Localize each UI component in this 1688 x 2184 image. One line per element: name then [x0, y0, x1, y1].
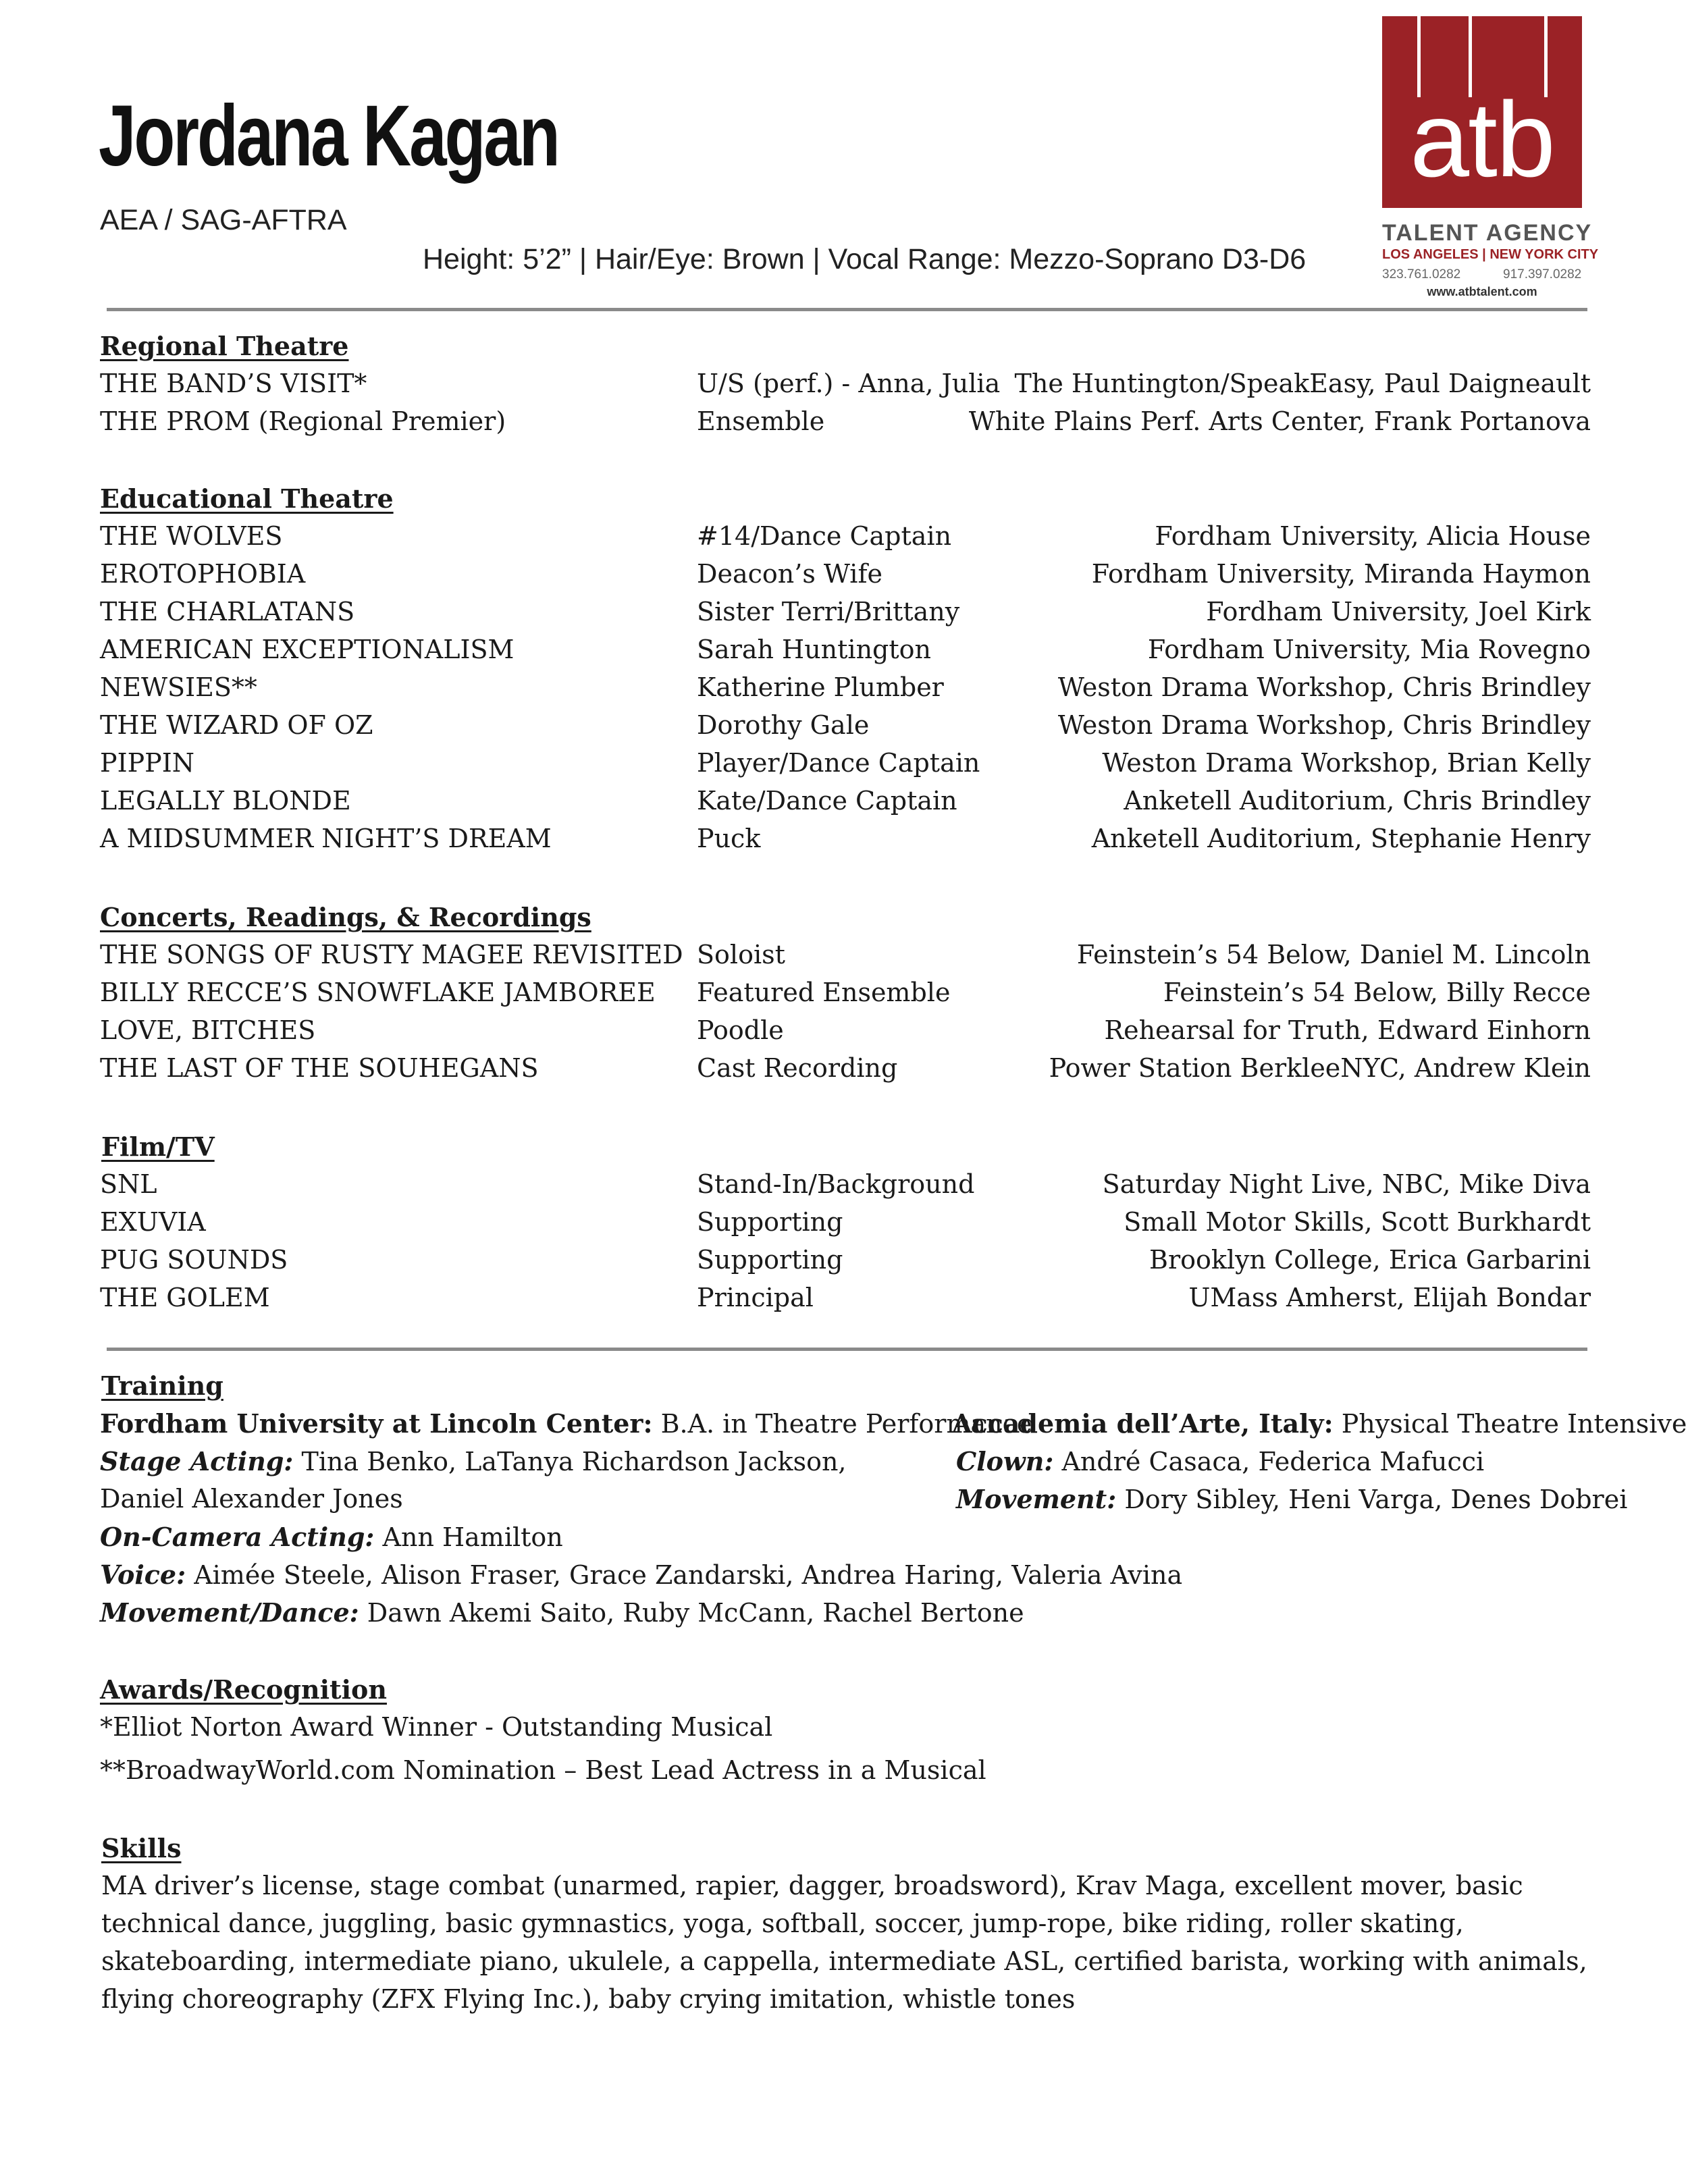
venue-director: Feinstein’s 54 Below, Billy Recce: [1163, 978, 1591, 1007]
show-title: BILLY RECCE’S SNOWFLAKE JAMBOREE: [100, 978, 656, 1007]
credit-row: [0, 369, 1688, 406]
regional-heading: Regional Theatre: [100, 331, 349, 361]
skills-heading: Skills: [101, 1833, 182, 1863]
training-school-line: [100, 1408, 1032, 1439]
role: Deacon’s Wife: [697, 559, 882, 589]
credit-row: [0, 748, 1688, 786]
union-affiliations: AEA / SAG-AFTRA: [100, 204, 347, 236]
skills-text: MA driver’s license, stage combat (unarmed, rapier, dagger, broadsword), Krav Maga, excellent mover, basic technical dance, juggling, basic gymnastics, yoga, softball, soccer, jump-rope, bike riding, roller skating, skateboarding, intermediate piano, ukulele, a cappella, intermediate ASL, certified barista, working with animals, flying choreography (ZFX Flying Inc.), baby crying imitation, whistle tones: [101, 1871, 1587, 2014]
credit-row: [0, 1015, 1688, 1053]
credit-row: [0, 521, 1688, 559]
logo-mark: atb: [1410, 80, 1554, 199]
credit-row: [0, 406, 1688, 444]
logo-agency-label: TALENT AGENCY: [1382, 220, 1593, 246]
show-title: LEGALLY BLONDE: [100, 786, 351, 816]
training-stage-value: Tina Benko, LaTanya Richardson Jackson,: [293, 1447, 847, 1476]
show-title: THE WIZARD OF OZ: [100, 710, 373, 740]
training-accademia-value: Physical Theatre Intensive: [1333, 1409, 1687, 1439]
role: U/S (perf.) - Anna, Julia: [697, 369, 1001, 398]
venue-director: White Plains Perf. Arts Center, Frank Portanova: [968, 406, 1591, 436]
show-title: PIPPIN: [100, 748, 194, 778]
venue-director: Small Motor Skills, Scott Burkhardt: [1124, 1207, 1591, 1237]
training-voice-value: Aimée Steele, Alison Fraser, Grace Zandarski, Andrea Haring, Valeria Avina: [186, 1560, 1183, 1590]
training-right-movement-value: Dory Sibley, Heni Varga, Denes Dobrei: [1116, 1485, 1628, 1514]
show-title: EROTOPHOBIA: [100, 559, 306, 589]
venue-director: Weston Drama Workshop, Chris Brindley: [1057, 672, 1591, 702]
role: #14/Dance Captain: [697, 521, 952, 551]
credit-row: [0, 710, 1688, 748]
training-accademia-label: Accademia dell’Arte, Italy:: [952, 1408, 1334, 1439]
role: Dorothy Gale: [697, 710, 870, 740]
training-movement-line: [100, 1597, 1024, 1628]
film-heading: Film/TV: [101, 1131, 215, 1162]
show-title: THE CHARLATANS: [100, 597, 355, 627]
training-stage-label: Stage Acting:: [100, 1446, 294, 1476]
role: Stand-In/Background: [697, 1169, 975, 1199]
training-accademia-line: [952, 1408, 1687, 1439]
show-title: THE GOLEM: [100, 1283, 270, 1312]
logo-phone-la: 323.761.0282: [1382, 267, 1461, 282]
training-movement-label: Movement/Dance:: [100, 1597, 359, 1628]
training-camera-value: Ann Hamilton: [374, 1522, 563, 1552]
venue-director: Fordham University, Miranda Haymon: [1091, 559, 1591, 589]
credit-row: [0, 1169, 1688, 1207]
award-item: *Elliot Norton Award Winner - Outstanding Musical: [100, 1712, 773, 1742]
role: Ensemble: [697, 406, 825, 436]
training-school-label: Fordham University at Lincoln Center:: [100, 1408, 653, 1439]
show-title: SNL: [100, 1169, 157, 1199]
training-voice-line: [100, 1560, 1182, 1590]
award-item: **BroadwayWorld.com Nomination – Best Lead Actress in a Musical: [100, 1755, 986, 1785]
training-voice-label: Voice:: [100, 1560, 186, 1590]
actor-name: Jordana Kagan: [99, 88, 558, 184]
venue-director: Feinstein’s 54 Below, Daniel M. Lincoln: [1076, 940, 1591, 969]
training-right-movement-label: Movement:: [956, 1484, 1117, 1514]
role: Featured Ensemble: [697, 978, 951, 1007]
venue-director: UMass Amherst, Elijah Bondar: [1188, 1283, 1591, 1312]
show-title: THE SONGS OF RUSTY MAGEE REVISITED: [100, 940, 683, 969]
training-movement-value: Dawn Akemi Saito, Ruby McCann, Rachel Bertone: [359, 1598, 1024, 1628]
show-title: THE LAST OF THE SOUHEGANS: [100, 1053, 539, 1083]
venue-director: Fordham University, Joel Kirk: [1206, 597, 1591, 627]
header-divider: [107, 308, 1587, 311]
venue-director: Power Station BerkleeNYC, Andrew Klein: [1049, 1053, 1591, 1083]
credit-row: [0, 597, 1688, 635]
training-school-value: B.A. in Theatre Performance: [652, 1409, 1032, 1439]
show-title: EXUVIA: [100, 1207, 206, 1237]
show-title: THE BAND’S VISIT*: [100, 369, 367, 398]
credit-row: [0, 978, 1688, 1015]
venue-director: The Huntington/SpeakEasy, Paul Daigneault: [1014, 369, 1591, 398]
training-clown-line: [956, 1446, 1484, 1476]
venue-director: Weston Drama Workshop, Brian Kelly: [1102, 748, 1591, 778]
credit-row: [0, 1207, 1688, 1245]
training-camera-label: On-Camera Acting:: [100, 1522, 375, 1552]
credit-row: [0, 786, 1688, 824]
credit-row: [0, 672, 1688, 710]
role: Cast Recording: [697, 1053, 898, 1083]
training-clown-label: Clown:: [956, 1446, 1054, 1476]
role: Soloist: [697, 940, 785, 969]
credit-row: [0, 559, 1688, 597]
training-camera-line: [100, 1522, 563, 1552]
role: Supporting: [697, 1207, 843, 1237]
credit-row: [0, 940, 1688, 978]
show-title: AMERICAN EXCEPTIONALISM: [100, 635, 515, 664]
role: Poodle: [697, 1015, 784, 1045]
role: Player/Dance Captain: [697, 748, 980, 778]
venue-director: Rehearsal for Truth, Edward Einhorn: [1104, 1015, 1591, 1045]
credit-row: [0, 824, 1688, 861]
venue-director: Weston Drama Workshop, Chris Brindley: [1057, 710, 1591, 740]
role: Kate/Dance Captain: [697, 786, 957, 816]
role: Katherine Plumber: [697, 672, 944, 702]
credit-row: [0, 1245, 1688, 1283]
credit-row: [0, 1283, 1688, 1321]
agency-logo: [1382, 16, 1582, 208]
role: Puck: [697, 824, 761, 853]
credit-row: [0, 635, 1688, 672]
training-heading: Training: [101, 1370, 223, 1401]
physical-stats: Height: 5’2” | Hair/Eye: Brown | Vocal Range: Mezzo-Soprano D3-D6: [423, 243, 1307, 275]
training-stage-line: [100, 1446, 847, 1476]
training-clown-value: André Casaca, Federica Mafucci: [1053, 1447, 1485, 1476]
venue-director: Anketell Auditorium, Chris Brindley: [1124, 786, 1591, 816]
venue-director: Fordham University, Mia Rovegno: [1147, 635, 1591, 664]
show-title: NEWSIES**: [100, 672, 257, 702]
show-title: A MIDSUMMER NIGHT’S DREAM: [100, 824, 552, 853]
training-divider: [107, 1348, 1587, 1351]
educational-heading: Educational Theatre: [100, 483, 394, 514]
role: Supporting: [697, 1245, 843, 1275]
show-title: THE WOLVES: [100, 521, 283, 551]
training-right-movement-line: [956, 1484, 1627, 1514]
logo-website: www.atbtalent.com: [1427, 285, 1537, 298]
awards-heading: Awards/Recognition: [100, 1674, 387, 1705]
logo-phone-ny: 917.397.0282: [1503, 267, 1582, 282]
role: Sister Terri/Brittany: [697, 597, 960, 627]
show-title: LOVE, BITCHES: [100, 1015, 316, 1045]
training-stage-line-2: Daniel Alexander Jones: [100, 1484, 403, 1514]
concerts-heading: Concerts, Readings, & Recordings: [100, 902, 591, 932]
credit-row: [0, 1053, 1688, 1091]
venue-director: Fordham University, Alicia House: [1155, 521, 1591, 551]
role: Principal: [697, 1283, 814, 1312]
venue-director: Saturday Night Live, NBC, Mike Diva: [1102, 1169, 1591, 1199]
venue-director: Anketell Auditorium, Stephanie Henry: [1091, 824, 1591, 853]
show-title: THE PROM (Regional Premier): [100, 406, 506, 436]
venue-director: Brooklyn College, Erica Garbarini: [1149, 1245, 1591, 1275]
show-title: PUG SOUNDS: [100, 1245, 288, 1275]
logo-cities: LOS ANGELES | NEW YORK CITY: [1382, 247, 1599, 262]
role: Sarah Huntington: [697, 635, 931, 664]
